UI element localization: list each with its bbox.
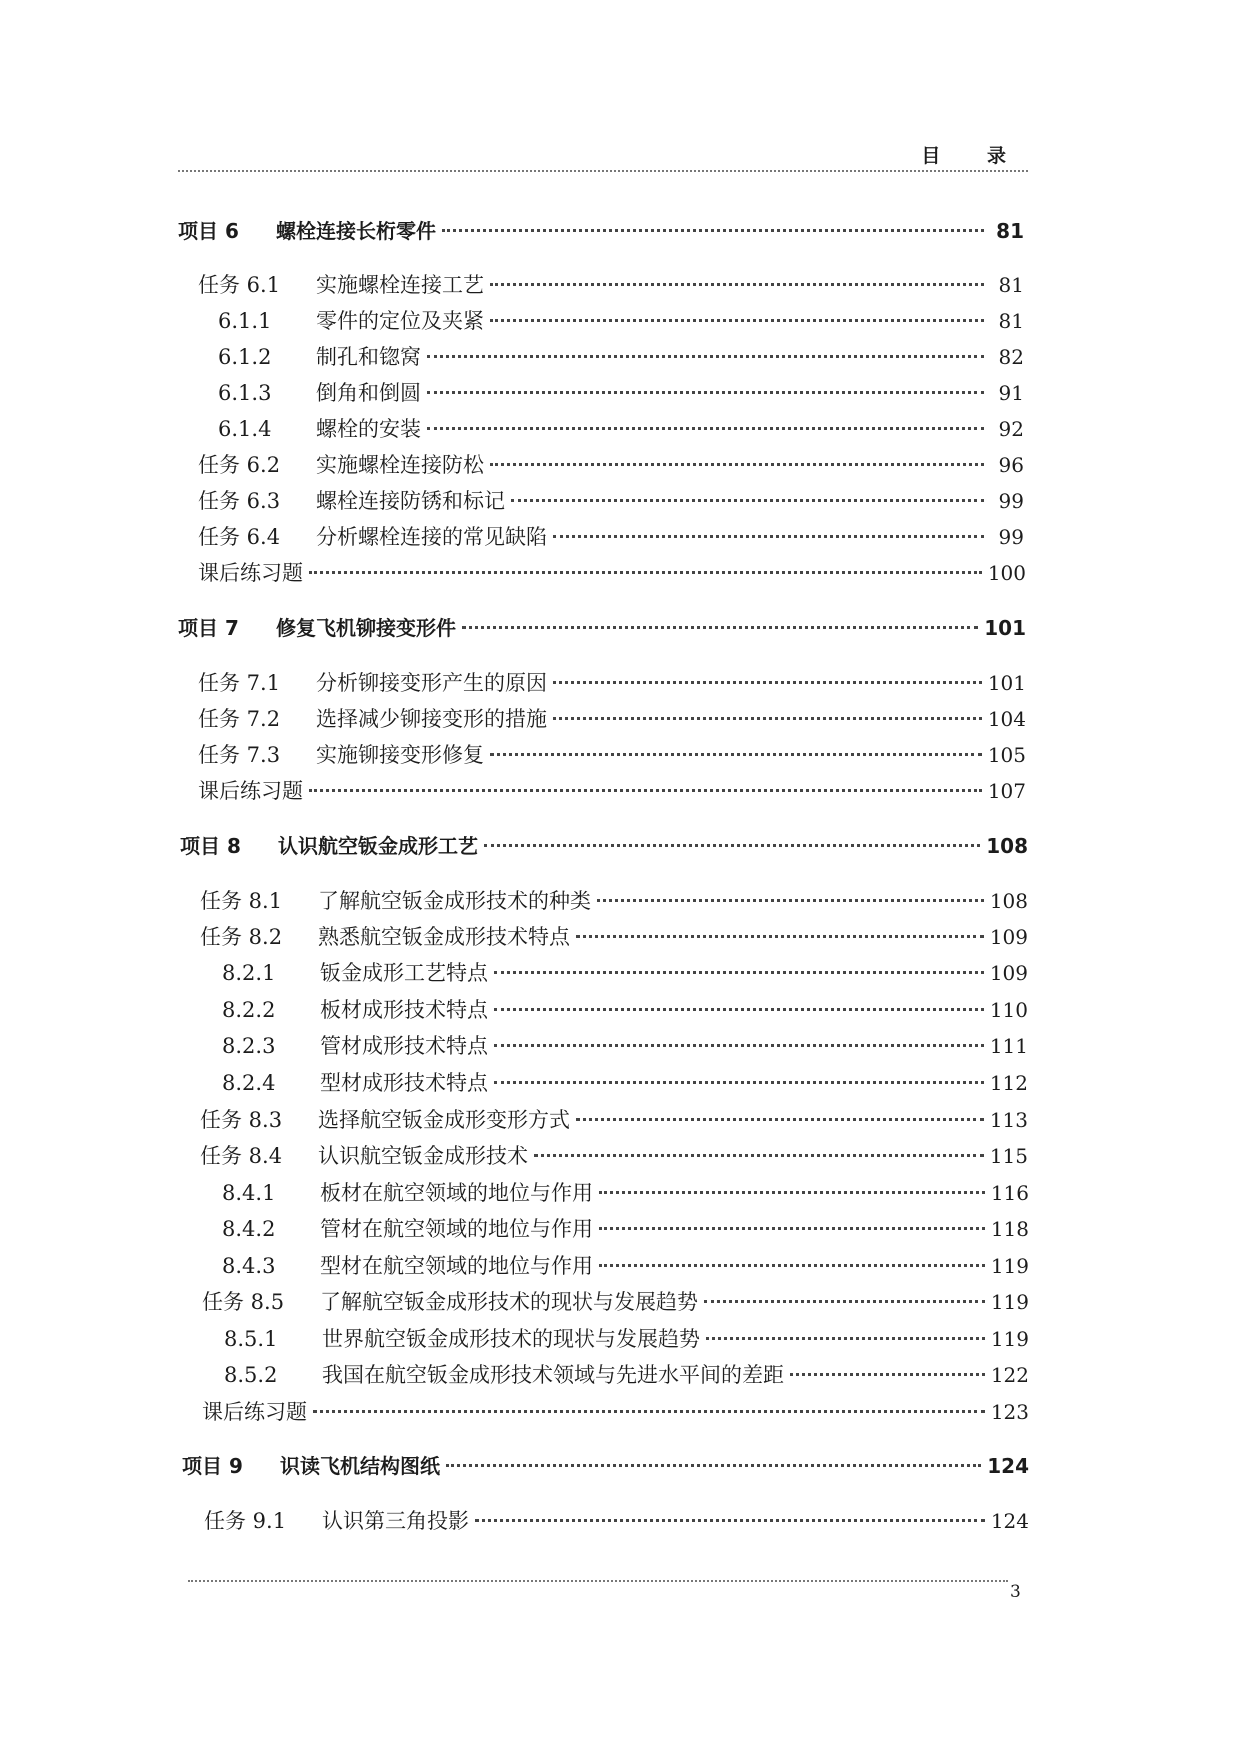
- toc-entry-page: 119: [990, 1327, 1029, 1351]
- toc-entry-title: 世界航空钣金成形技术的现状与发展趋势: [322, 1327, 700, 1351]
- toc-entry[interactable]: [224, 1323, 1029, 1353]
- toc-entry[interactable]: [198, 739, 1026, 769]
- toc-entry-title: 课后练习题: [198, 561, 303, 585]
- toc-entry-title: 板材在航空领域的地位与作用: [320, 1181, 593, 1205]
- dot-leader: [706, 1337, 985, 1340]
- toc-entry[interactable]: [202, 1396, 1029, 1426]
- toc-entry-page: 108: [989, 889, 1028, 913]
- dot-leader: [309, 789, 982, 792]
- toc-entry-page: 81: [998, 309, 1024, 333]
- dot-leader: [597, 899, 984, 902]
- toc-entry-page: 99: [998, 489, 1024, 513]
- toc-entry-title: 管材成形技术特点: [320, 1034, 488, 1058]
- toc-entry-title: 认识航空钣金成形工艺: [278, 834, 478, 858]
- toc-entry-page: 115: [989, 1144, 1028, 1168]
- toc-entry-title: 板材成形技术特点: [320, 998, 488, 1022]
- toc-entry-page: 113: [989, 1108, 1028, 1132]
- toc-entry-number: 8.4.1: [222, 1181, 276, 1205]
- toc-project-entry[interactable]: [182, 1450, 1029, 1479]
- toc-entry-page: 119: [990, 1290, 1029, 1314]
- toc-entry-page: 107: [987, 779, 1026, 803]
- dot-leader: [576, 1118, 984, 1121]
- dot-leader: [462, 626, 978, 629]
- dot-leader: [309, 571, 982, 574]
- dot-leader: [494, 971, 984, 974]
- dot-leader: [494, 1008, 984, 1011]
- toc-entry-page: 100: [987, 561, 1026, 585]
- toc-entry-number: 6.1.3: [218, 381, 272, 405]
- toc-entry-page: 109: [989, 925, 1028, 949]
- toc-entry-title: 了解航空钣金成形技术的现状与发展趋势: [320, 1290, 698, 1314]
- toc-project-entry[interactable]: [178, 612, 1026, 641]
- toc-entry-number: 任务 6.2: [198, 453, 281, 477]
- toc-entry-number: 任务 8.4: [200, 1144, 283, 1168]
- page-number: 3: [1010, 1582, 1021, 1602]
- dot-leader: [490, 319, 984, 322]
- toc-entry[interactable]: [198, 667, 1026, 697]
- toc-entry[interactable]: [222, 1030, 1028, 1060]
- toc-entry-title: 制孔和锪窝: [316, 345, 421, 369]
- toc-entry-title: 型材在航空领域的地位与作用: [320, 1254, 593, 1278]
- toc-entry[interactable]: [198, 557, 1026, 587]
- dot-leader: [427, 355, 984, 358]
- toc-entry-number: 6.1.2: [218, 345, 272, 369]
- toc-entry-page: 122: [990, 1363, 1029, 1387]
- toc-entry-title: 选择航空钣金成形变形方式: [318, 1108, 570, 1132]
- toc-entry[interactable]: [218, 377, 1024, 407]
- dot-leader: [704, 1300, 985, 1303]
- dot-leader: [427, 427, 984, 430]
- toc-entry[interactable]: [198, 449, 1024, 479]
- toc-entry-page: 105: [987, 743, 1026, 767]
- toc-entry[interactable]: [200, 1140, 1028, 1170]
- dot-leader: [576, 935, 984, 938]
- toc-entry-page: 109: [989, 961, 1028, 985]
- toc-project-entry[interactable]: [180, 830, 1028, 859]
- toc-entry-title: 管材在航空领域的地位与作用: [320, 1217, 593, 1241]
- toc-entry-page: 96: [998, 453, 1024, 477]
- dot-leader: [490, 283, 984, 286]
- toc-entry-number: 任务 6.3: [198, 489, 281, 513]
- toc-entry[interactable]: [218, 413, 1024, 443]
- toc-entry[interactable]: [198, 269, 1024, 299]
- toc-entry-title: 螺栓连接防锈和标记: [316, 489, 505, 513]
- toc-entry-title: 螺栓的安装: [316, 417, 421, 441]
- toc-entry-number: 任务 6.4: [198, 525, 281, 549]
- toc-entry-page: 119: [990, 1254, 1029, 1278]
- header-divider: [178, 170, 1028, 172]
- toc-entry-number: 8.2.2: [222, 998, 276, 1022]
- toc-entry-number: 任务 7.3: [198, 743, 281, 767]
- toc-entry-number: 任务 7.2: [198, 707, 281, 731]
- toc-entry-number: 任务 8.1: [200, 889, 283, 913]
- toc-entry-title: 零件的定位及夹紧: [316, 309, 484, 333]
- toc-entry-page: 112: [989, 1071, 1028, 1095]
- toc-entry-title: 倒角和倒圆: [316, 381, 421, 405]
- dot-leader: [490, 753, 982, 756]
- toc-entry-title: 实施螺栓连接工艺: [316, 273, 484, 297]
- dot-leader: [313, 1410, 985, 1413]
- toc-entry[interactable]: [222, 1177, 1029, 1207]
- toc-entry-number: 项目 6: [178, 219, 239, 243]
- toc-entry-number: 8.2.1: [222, 961, 276, 985]
- dot-leader: [494, 1044, 984, 1047]
- toc-entry[interactable]: [200, 921, 1028, 951]
- toc-entry-number: 项目 7: [178, 616, 239, 640]
- toc-entry-number: 任务 9.1: [204, 1509, 287, 1533]
- toc-entry[interactable]: [222, 957, 1028, 987]
- toc-entry[interactable]: [198, 521, 1024, 551]
- dot-leader: [484, 844, 980, 847]
- toc-entry-number: 任务 8.3: [200, 1108, 283, 1132]
- toc-entry-title: 选择减少铆接变形的措施: [316, 707, 547, 731]
- toc-entry-number: 8.4.3: [222, 1254, 276, 1278]
- toc-entry-page: 111: [989, 1034, 1028, 1058]
- toc-entry-page: 124: [987, 1454, 1029, 1478]
- toc-entry-title: 识读飞机结构图纸: [280, 1454, 440, 1478]
- dot-leader: [534, 1154, 984, 1157]
- toc-entry[interactable]: [222, 994, 1028, 1024]
- dot-leader: [599, 1191, 985, 1194]
- dot-leader: [599, 1264, 985, 1267]
- dot-leader: [490, 463, 984, 466]
- toc-entry[interactable]: [218, 341, 1024, 371]
- toc-entry-title: 修复飞机铆接变形件: [276, 616, 456, 640]
- toc-entry[interactable]: [222, 1213, 1029, 1243]
- toc-entry-page: 118: [990, 1217, 1029, 1241]
- toc-entry[interactable]: [224, 1359, 1029, 1389]
- toc-entry-title: 了解航空钣金成形技术的种类: [318, 889, 591, 913]
- toc-project-entry[interactable]: [178, 215, 1024, 244]
- dot-leader: [475, 1519, 985, 1522]
- toc-entry-page: 92: [998, 417, 1024, 441]
- toc-entry-page: 123: [990, 1400, 1029, 1424]
- running-header: 目 录: [921, 145, 1026, 167]
- toc-entry-number: 任务 8.2: [200, 925, 283, 949]
- toc-entry-number: 8.5.2: [224, 1363, 278, 1387]
- toc-entry[interactable]: [198, 703, 1026, 733]
- toc-entry-title: 熟悉航空钣金成形技术特点: [318, 925, 570, 949]
- footer-divider: [188, 1580, 1008, 1582]
- toc-entry-page: 108: [986, 834, 1028, 858]
- toc-entry-number: 6.1.4: [218, 417, 272, 441]
- dot-leader: [553, 535, 984, 538]
- toc-entry[interactable]: [198, 775, 1026, 805]
- dot-leader: [442, 229, 984, 232]
- toc-entry-page: 101: [987, 671, 1026, 695]
- toc-entry-title: 型材成形技术特点: [320, 1071, 488, 1095]
- toc-entry[interactable]: [218, 305, 1024, 335]
- toc-entry[interactable]: [204, 1505, 1029, 1535]
- toc-entry-page: 116: [990, 1181, 1029, 1205]
- toc-entry[interactable]: [202, 1286, 1029, 1316]
- dot-leader: [427, 391, 984, 394]
- toc-entry-page: 82: [998, 345, 1024, 369]
- toc-entry-number: 任务 6.1: [198, 273, 281, 297]
- toc-entry-page: 101: [984, 616, 1026, 640]
- toc-entry-title: 我国在航空钣金成形技术领域与先进水平间的差距: [322, 1363, 784, 1387]
- toc-entry-title: 分析螺栓连接的常见缺陷: [316, 525, 547, 549]
- toc-entry-title: 实施铆接变形修复: [316, 743, 484, 767]
- toc-entry-title: 螺栓连接长桁零件: [276, 219, 436, 243]
- toc-entry-number: 任务 7.1: [198, 671, 281, 695]
- toc-entry-number: 项目 9: [182, 1454, 243, 1478]
- toc-entry-title: 分析铆接变形产生的原因: [316, 671, 547, 695]
- dot-leader: [790, 1373, 985, 1376]
- toc-entry-page: 81: [996, 219, 1024, 243]
- toc-entry[interactable]: [222, 1250, 1029, 1280]
- toc-entry[interactable]: [222, 1067, 1028, 1097]
- toc-entry-number: 项目 8: [180, 834, 241, 858]
- toc-entry-page: 81: [998, 273, 1024, 297]
- toc-entry-page: 91: [998, 381, 1024, 405]
- toc-entry-number: 8.4.2: [222, 1217, 276, 1241]
- toc-entry-page: 99: [998, 525, 1024, 549]
- dot-leader: [511, 499, 984, 502]
- dot-leader: [494, 1081, 984, 1084]
- toc-entry-title: 认识航空钣金成形技术: [318, 1144, 528, 1168]
- dot-leader: [599, 1227, 985, 1230]
- toc-entry-page: 104: [987, 707, 1026, 731]
- toc-entry-number: 8.2.3: [222, 1034, 276, 1058]
- toc-entry-page: 110: [989, 998, 1028, 1022]
- toc-entry[interactable]: [198, 485, 1024, 515]
- toc-entry[interactable]: [200, 885, 1028, 915]
- toc-entry-number: 任务 8.5: [202, 1290, 285, 1314]
- toc-entry-title: 课后练习题: [198, 779, 303, 803]
- toc-entry-title: 认识第三角投影: [322, 1509, 469, 1533]
- dot-leader: [553, 717, 982, 720]
- toc-entry-page: 124: [990, 1509, 1029, 1533]
- toc-entry-number: 8.5.1: [224, 1327, 278, 1351]
- toc-entry-title: 钣金成形工艺特点: [320, 961, 488, 985]
- toc-entry-title: 实施螺栓连接防松: [316, 453, 484, 477]
- toc-entry-number: 8.2.4: [222, 1071, 276, 1095]
- dot-leader: [446, 1464, 981, 1467]
- dot-leader: [553, 681, 982, 684]
- toc-entry-number: 6.1.1: [218, 309, 272, 333]
- toc-entry-title: 课后练习题: [202, 1400, 307, 1424]
- toc-entry[interactable]: [200, 1104, 1028, 1134]
